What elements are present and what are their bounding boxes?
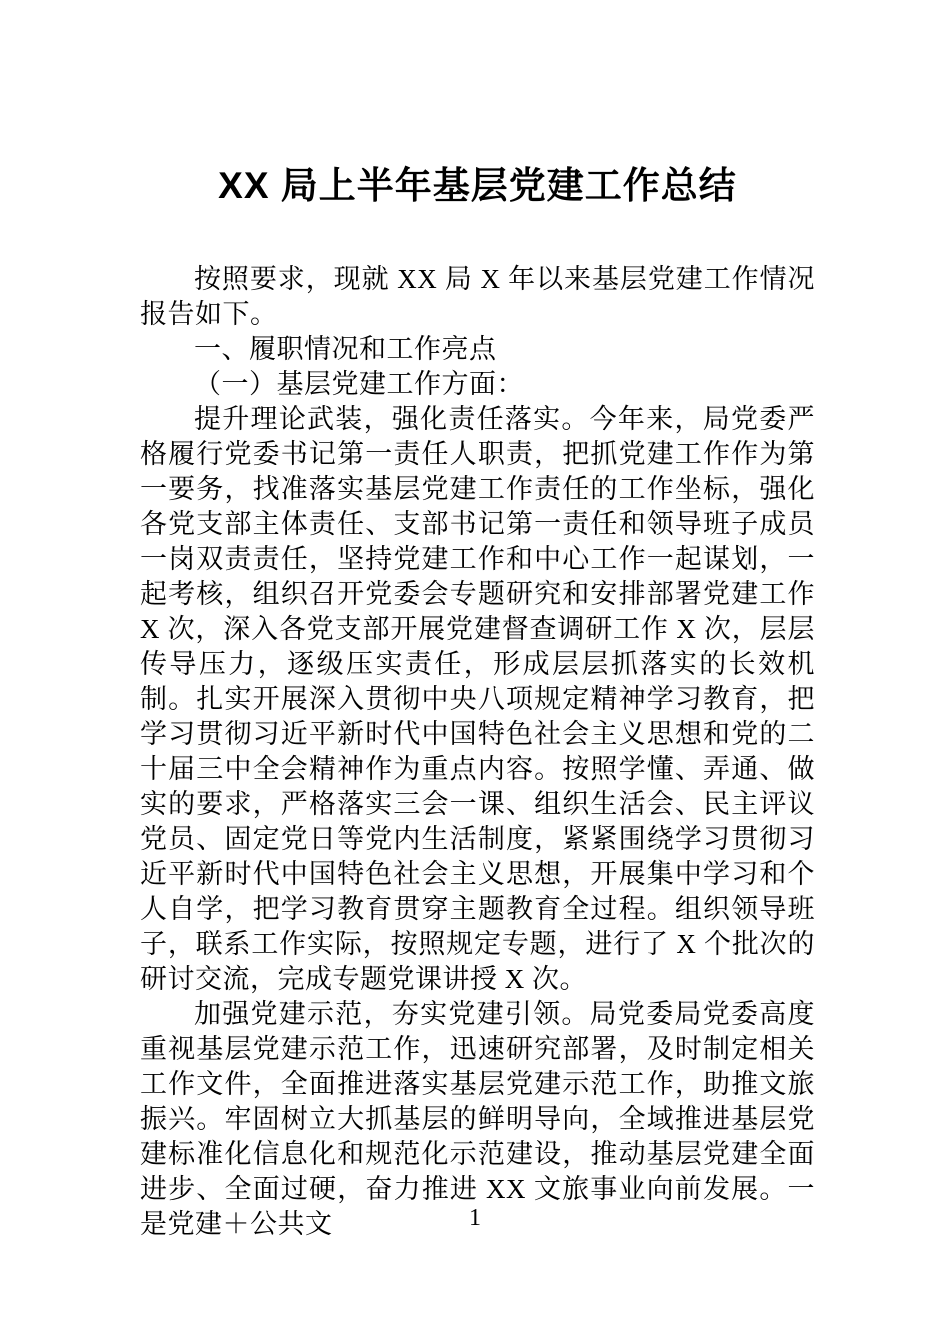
heading-subsection-1: （一）基层党建工作方面：: [194, 369, 524, 399]
paragraph-body-1: 提升理论武装，强化责任落实。今年来，局党委严格履行党委书记第一责任人职责，把抓党建工作作为第一要务，找准落实基层党建工作责任的工作坐标，强化各党支部主体责任、支部书记第一责任和领导班子成员一岗双责责任，坚持党建工作和中心工作一起谋划，一起考核，组织召开党委会专题研究和安排部署党建工作 X 次，深入各党支部开展党建督查调研工作 X 次，层层传导压力，逐级压实责任，形成层层抓落实的长效机制。扎实开展深入贯彻中央八项规定精神学习教育，把学习贯彻习近平新时代中国特色社会主义思想和党的二十届三中全会精神作为重点内容。按照学懂、弄通、做实的要求，严格落实三会一课、组织生活会、民主评议党员、固定党日等党内生活制度，紧紧围绕学习贯彻习近平新时代中国特色社会主义思想，开展集中学习和个人自学，把学习教育贯穿主题教育全过程。组织领导班子，联系工作实际，按照规定专题，进行了 X 个批次的研讨交流，完成专题党课讲授 X 次。: [140, 404, 815, 994]
document-title: XX 局上半年基层党建工作总结: [218, 165, 737, 206]
page-number: 1: [469, 1205, 481, 1231]
document-body: [140, 262, 815, 1242]
paragraph-intro: 按照要求，现就 XX 局 X 年以来基层党建工作情况报告如下。: [140, 264, 815, 329]
paragraph-body-2: 加强党建示范，夯实党建引领。局党委局党委高度重视基层党建示范工作，迅速研究部署，及时制定相关工作文件，全面推进落实基层党建示范工作，助推文旅振兴。牢固树立大抓基层的鲜明导向，全域推进基层党建标准化信息化和规范化示范建设，推动基层党建全面进步、全面过硬，奋力推进 XX 文旅事业向前发展。一是党建＋公共文: [140, 999, 815, 1239]
heading-section-1: 一、履职情况和工作亮点: [194, 334, 497, 364]
